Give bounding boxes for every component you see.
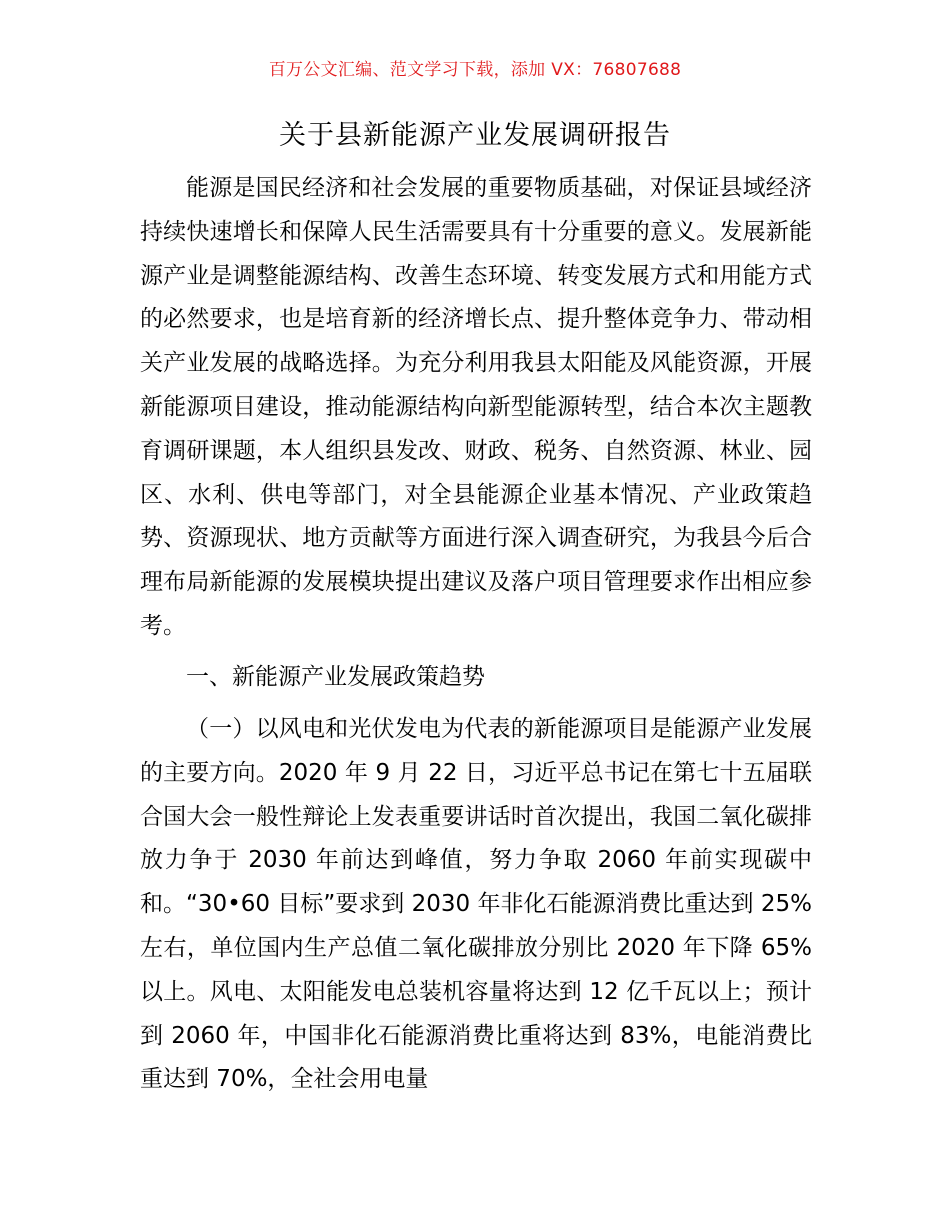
section-heading: 一、新能源产业发展政策趋势 xyxy=(186,664,485,690)
intro-section xyxy=(140,167,812,649)
document-title: 关于县新能源产业发展调研报告 xyxy=(279,120,671,151)
section-body xyxy=(140,708,812,1102)
section-paragraph: （一）以风电和光伏发电为代表的新能源项目是能源产业发展的主要方向。2020 年 9 月 22 日，习近平总书记在第七十五届联合国大会一般性辩论上发表重要讲话时首次提出，我国二氧化碳排放力争于 2030 年前达到峰值，努力争取 2060 年前实现碳中和。“30•60 目标”要求到 2030 年非化石能源消费比重达到 25%左右，单位国内生产总值二氧化碳排放分别比 2020 年下降 65%以上。风电、太阳能发电总装机容量将达到 12 亿千瓦以上；预计到 2060 年，中国非化石能源消费比重将达到 83%，电能消费比重达到 70%，全社会用电量 xyxy=(140,716,812,1093)
section-heading-block xyxy=(140,656,812,700)
promo-header: 百万公文汇编、范文学习下载，添加 VX：76807688 xyxy=(268,60,682,80)
intro-paragraph: 能源是国民经济和社会发展的重要物质基础，对保证县域经济持续快速增长和保障人民生活需要具有十分重要的意义。发展新能源产业是调整能源结构、改善生态环境、转变发展方式和用能方式的必然要求，也是培育新的经济增长点、提升整体竞争力、带动相关产业发展的战略选择。为充分利用我县太阳能及风能资源，开展新能源项目建设，推动能源结构向新型能源转型，结合本次主题教育调研课题，本人组织县发改、财政、税务、自然资源、林业、园区、水利、供电等部门，对全县能源企业基本情况、产业政策趋势、资源现状、地方贡献等方面进行深入调查研究，为我县今后合理布局新能源的发展模块提出建议及落户项目管理要求作出相应参考。 xyxy=(140,175,812,639)
